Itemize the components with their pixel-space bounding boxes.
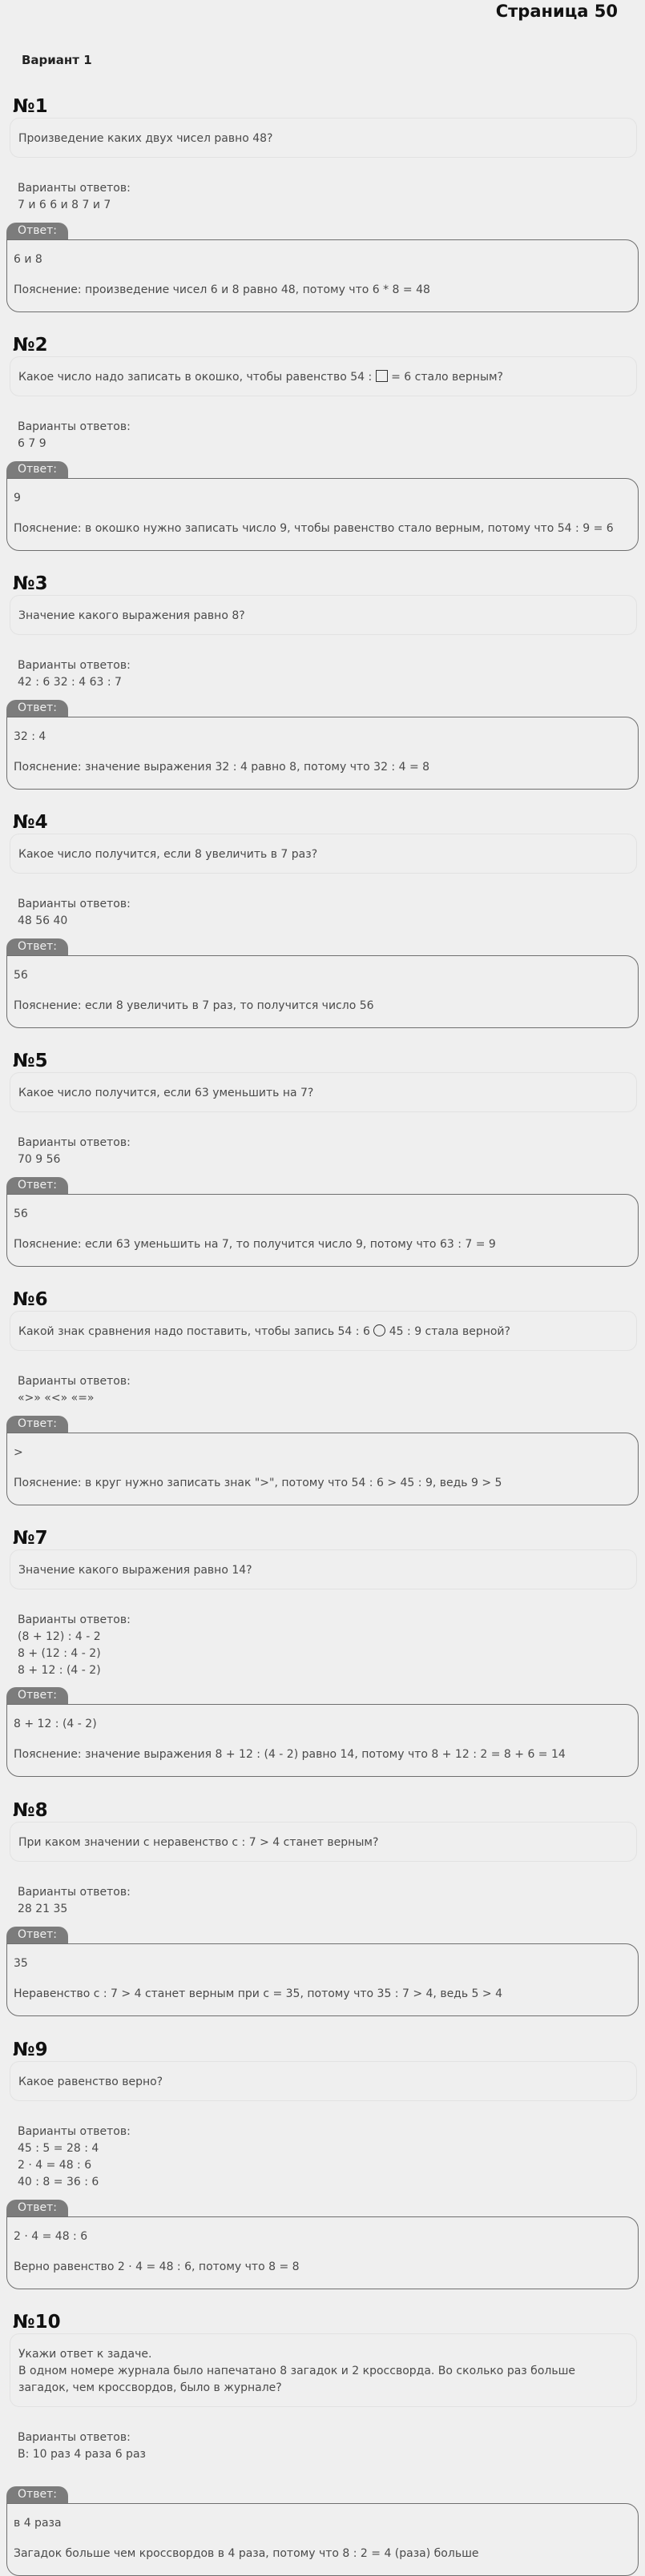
question-text-end: = 6 стало верным?: [387, 371, 503, 384]
options-label: Варианты ответов:: [18, 898, 131, 910]
question-box: [10, 2061, 637, 2101]
answer-value: 35: [14, 1957, 28, 1970]
answer-value: >: [14, 1446, 23, 1459]
options-label: Варианты ответов:: [18, 2125, 131, 2138]
question-box: [10, 1072, 637, 1112]
question-box: [10, 118, 637, 158]
answer-options: [18, 1373, 131, 1407]
answer-options: [18, 2429, 146, 2463]
task-card: [0, 94, 645, 334]
task-number: №8: [13, 1800, 48, 1821]
answer-tab: Ответ:: [6, 1687, 68, 1704]
answer-explanation: Пояснение: в окошко нужно записать число 9, чтобы равенство стало верным, потому что 54 : 9 = 6: [14, 522, 614, 535]
answer-box: [6, 1433, 639, 1505]
answer-box: [6, 717, 639, 790]
answer-value: в 4 раза: [14, 2517, 62, 2530]
task-card: [0, 572, 645, 811]
task-number: №4: [13, 812, 48, 833]
answer-options: [18, 1612, 131, 1679]
answer-value: 6 и 8: [14, 253, 42, 266]
answer-explanation: Пояснение: если 8 увеличить в 7 раз, то получится число 56: [14, 999, 374, 1012]
question-text: При каком значении c неравенство c : 7 > 4 станет верным?: [18, 1836, 379, 1849]
options-label: Варианты ответов:: [18, 420, 131, 433]
question-text: Произведение каких двух чисел равно 48?: [18, 132, 273, 145]
answer-tab: Ответ:: [6, 461, 68, 478]
answer-options: [18, 2124, 131, 2191]
answer-tab: Ответ:: [6, 700, 68, 717]
answer-explanation: Пояснение: значение выражения 8 + 12 : (4 - 2) равно 14, потому что 8 + 12 : 2 = 8 + 6 = 14: [14, 1748, 566, 1761]
page-title: Страница 50: [495, 2, 618, 21]
question-text: Какое число получится, если 8 увеличить в 7 раз?: [18, 848, 318, 861]
question-text: Какое число надо записать в окошко, чтобы равенство 54 :: [18, 371, 376, 384]
answer-value: 8 + 12 : (4 - 2): [14, 1718, 97, 1730]
task-number: №7: [13, 1528, 48, 1549]
question-text: Значение какого выражения равно 14?: [18, 1564, 252, 1577]
answer-tab: Ответ:: [6, 2200, 68, 2216]
answer-tab: Ответ:: [6, 2486, 68, 2503]
task-number: №3: [13, 573, 48, 594]
answer-explanation: Верно равенство 2 · 4 = 48 : 6, потому что 8 = 8: [14, 2261, 300, 2273]
option-item: 2 · 4 = 48 : 6: [18, 2159, 92, 2172]
answer-explanation: Неравенство c : 7 > 4 станет верным при c = 35, потому что 35 : 7 > 4, ведь 5 > 4: [14, 1987, 503, 2000]
task-number: №6: [13, 1289, 48, 1310]
option-item: В: 10 раз 4 раза 6 раз: [18, 2448, 146, 2461]
question-box: [10, 356, 637, 396]
question-box: [10, 834, 637, 874]
answer-tab: Ответ:: [6, 1177, 68, 1194]
options-label: Варианты ответов:: [18, 2431, 131, 2444]
options-label: Варианты ответов:: [18, 659, 131, 672]
options-label: Варианты ответов:: [18, 182, 131, 195]
options-label: Варианты ответов:: [18, 1136, 131, 1149]
answer-box: [6, 1194, 639, 1267]
answer-tab: Ответ:: [6, 938, 68, 955]
answer-explanation: Загадок больше чем кроссвордов в 4 раза, потому что 8 : 2 = 4 (раза) больше: [14, 2547, 479, 2560]
answer-value: 2 · 4 = 48 : 6: [14, 2230, 88, 2243]
question-box: [10, 595, 637, 635]
task-card: [0, 1288, 645, 1527]
question-text: Какое равенство верно?: [18, 2076, 163, 2088]
question-text: Какое число получится, если 63 уменьшить на 7?: [18, 1087, 314, 1099]
answer-box: [6, 2503, 639, 2576]
task-card: [0, 2310, 645, 2560]
answer-box: [6, 2216, 639, 2289]
answer-explanation: Пояснение: произведение чисел 6 и 8 равно 48, потому что 6 * 8 = 48: [14, 283, 430, 296]
answer-tab: Ответ:: [6, 1927, 68, 1943]
task-card: [0, 1798, 645, 2038]
options-label: Варианты ответов:: [18, 1614, 131, 1626]
answer-explanation: Пояснение: если 63 уменьшить на 7, то получится число 9, потому что 63 : 7 = 9: [14, 1238, 496, 1251]
task-number: №2: [13, 335, 48, 356]
question-text: Укажи ответ к задаче. В одном номере журнала было напечатано 8 загадок и 2 кроссворда. Во сколько раз больше загадок, чем кроссвордов, было в журнале?: [18, 2348, 576, 2394]
answer-options: [18, 896, 131, 930]
answer-value: 56: [14, 1208, 28, 1220]
answer-options: [18, 1135, 131, 1168]
task-card: [0, 2038, 645, 2277]
question-box: [10, 1311, 637, 1351]
answer-box: [6, 1704, 639, 1777]
answer-box: [6, 478, 639, 551]
option-item: 42 : 6 32 : 4 63 : 7: [18, 676, 122, 689]
answer-explanation: Пояснение: в круг нужно записать знак ">", потому что 54 : 6 > 45 : 9, ведь 9 > 5: [14, 1477, 502, 1489]
task-card: [0, 1526, 645, 1766]
option-item: (8 + 12) : 4 - 2: [18, 1630, 101, 1643]
task-number: №5: [13, 1051, 48, 1071]
variant-title: Вариант 1: [22, 53, 92, 67]
answer-tab: Ответ:: [6, 1416, 68, 1433]
answer-box: [6, 239, 639, 312]
task-card: [0, 810, 645, 1050]
task-card: [0, 333, 645, 573]
option-item: 40 : 8 = 36 : 6: [18, 2176, 99, 2188]
option-item: 8 + 12 : (4 - 2): [18, 1664, 101, 1677]
answer-tab: Ответ:: [6, 223, 68, 239]
task-number: №10: [13, 2312, 61, 2333]
task-number: №9: [13, 2040, 48, 2060]
option-item: 45 : 5 = 28 : 4: [18, 2142, 99, 2155]
answer-box: [6, 955, 639, 1028]
option-item: «>» «<» «=»: [18, 1392, 95, 1405]
answer-explanation: Пояснение: значение выражения 32 : 4 равно 8, потому что 32 : 4 = 8: [14, 761, 430, 774]
empty-box-icon: [376, 370, 388, 382]
option-item: 48 56 40: [18, 914, 68, 927]
question-box: [10, 1549, 637, 1589]
answer-box: [6, 1943, 639, 2016]
options-label: Варианты ответов:: [18, 1886, 131, 1899]
question-text: Значение какого выражения равно 8?: [18, 609, 245, 622]
question-box: [10, 2333, 637, 2407]
question-box: [10, 1822, 637, 1862]
task-number: №1: [13, 96, 48, 117]
question-text-end: 45 : 9 стала верной?: [385, 1325, 510, 1338]
answer-options: [18, 657, 131, 691]
empty-circle-icon: [373, 1324, 385, 1336]
answer-value: 56: [14, 969, 28, 982]
option-item: 6 7 9: [18, 437, 46, 450]
option-item: 70 9 56: [18, 1153, 61, 1166]
task-card: [0, 1049, 645, 1288]
question-text: Какой знак сравнения надо поставить, чтобы запись 54 : 6: [18, 1325, 374, 1338]
answer-value: 9: [14, 492, 21, 504]
answer-options: [18, 419, 131, 452]
option-item: 28 21 35: [18, 1903, 68, 1915]
options-label: Варианты ответов:: [18, 1375, 131, 1388]
answer-value: 32 : 4: [14, 730, 46, 743]
answer-options: [18, 180, 131, 214]
answer-options: [18, 1884, 131, 1918]
option-item: 8 + (12 : 4 - 2): [18, 1647, 101, 1660]
option-item: 7 и 6 6 и 8 7 и 7: [18, 199, 111, 211]
